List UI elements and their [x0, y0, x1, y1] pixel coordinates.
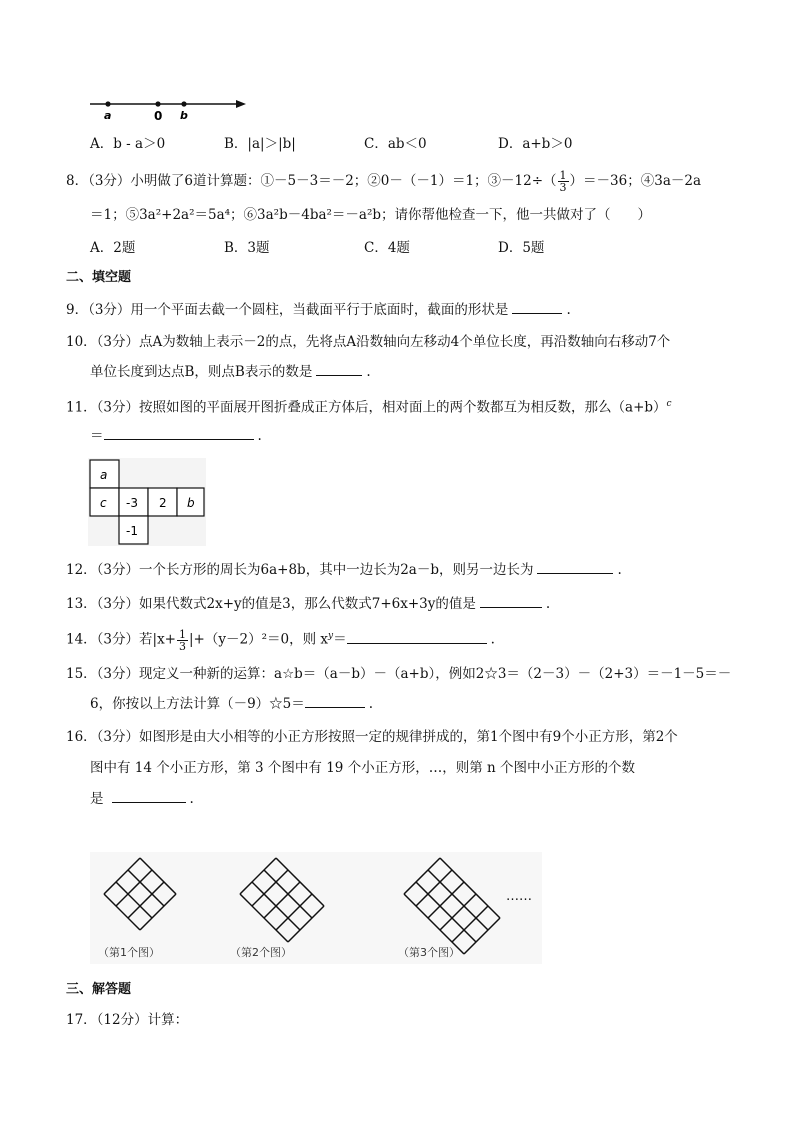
q11-line1: 11．（3分）按照如图的平面展开图折叠成正方体后，相对面上的两个数都互为相反数，那么$(a+b)^c$: [66, 399, 672, 416]
q13: 13．（3分）如果代数式2x+y的值是3，那么代数式7+6x+3y的值是 .: [66, 596, 551, 612]
figure-ellipsis: ……: [506, 889, 532, 904]
q9-answer-blank[interactable]: [512, 300, 562, 314]
q16-answer-blank[interactable]: [112, 789, 186, 803]
q8-option-c[interactable]: C．4题: [364, 240, 410, 256]
q11-line2: ＝ .: [90, 428, 262, 444]
q12-answer-blank[interactable]: [537, 560, 613, 574]
q7-option-c[interactable]: C．ab＜0: [364, 136, 427, 152]
q13-answer-blank[interactable]: [480, 594, 542, 608]
numberline-label-b: b: [180, 109, 188, 122]
net-cell-c: c: [100, 496, 107, 510]
q12: 12．（3分）一个长方形的周长为6a+8b，其中一边长为2a－b，则另一边长为 .: [66, 562, 622, 578]
q8-fraction: $\frac{1}{3}$: [559, 169, 567, 194]
section-3-heading: 三、解答题: [66, 982, 132, 997]
q17: 17．（12分）计算：: [66, 1012, 189, 1028]
number-line-figure: [88, 92, 258, 126]
q10-answer-blank[interactable]: [316, 362, 362, 376]
net-cell-b: b: [187, 496, 195, 510]
q16-line2: 图中有 14 个小正方形，第 3 个图中有 19 个小正方形，…，则第 n 个图中小正方形的个数: [90, 760, 635, 776]
q8-option-d[interactable]: D．5题: [498, 240, 545, 256]
q8-option-b[interactable]: B．3题: [224, 240, 270, 256]
q15-answer-blank[interactable]: [305, 694, 365, 708]
section-2-heading: 二、填空题: [66, 270, 132, 285]
q11-answer-blank[interactable]: [104, 426, 254, 440]
q14-answer-blank[interactable]: [347, 630, 487, 644]
net-cell-neg3: -3: [126, 496, 138, 510]
net-cell-2: 2: [159, 496, 167, 510]
numberline-label-0: 0: [154, 109, 163, 123]
q7-option-b[interactable]: B．|a|＞|b|: [224, 136, 296, 152]
numberline-label-a: a: [104, 109, 112, 122]
q16-pattern-figure: [90, 852, 542, 964]
q16-line1: 16．（3分）如图形是由大小相等的小正方形按照一定的规律拼成的，第1个图中有9个小正方形，第2个: [66, 729, 678, 745]
q8-line2: ＝1；⑤3a²+2a²＝5a⁴；⑥3a²b－4ba²＝－a²b；请你帮他检查一下，他一共做对了（ ）: [90, 207, 652, 223]
q7-option-a[interactable]: A．b - a＞0: [90, 136, 166, 152]
q16-line3: 是 .: [90, 791, 194, 807]
cube-net-figure: [88, 458, 206, 546]
figure-caption-1: （第1个图）: [98, 946, 160, 959]
q7-option-d[interactable]: D．a+b＞0: [498, 136, 573, 152]
q8-line1: 8．（3分）小明做了6道计算题：①－5－3＝－2；②0－（－1）＝1；③－12÷（ $\frac{1}{3}$ ）＝－36；④3a－2a: [66, 169, 702, 194]
q8-option-a[interactable]: A．2题: [90, 240, 136, 256]
net-cell-a: a: [100, 468, 108, 482]
q14-fraction: $\frac{1}{3}$: [179, 627, 186, 653]
q9: 9．（3分）用一个平面去截一个圆柱，当截面平行于底面时，截面的形状是 .: [66, 302, 571, 318]
q10-line2: 单位长度到达点B，则点B表示的数是 .: [90, 364, 371, 380]
q10-line1: 10．（3分）点A为数轴上表示－2的点，先将点A沿数轴向左移动4个单位长度，再沿数轴向右移动7个: [66, 334, 671, 350]
figure-caption-2: （第2个图）: [230, 946, 292, 959]
q15-line1: 15．（3分）现定义一种新的运算：a☆b＝（a－b）－（a+b），例如2☆3＝（2－3）－（2+3）＝－1－5＝－: [66, 666, 732, 682]
net-cell-neg1: -1: [126, 524, 138, 538]
figure-caption-3: （第3个图）: [398, 946, 460, 959]
q15-line2: 6，你按以上方法计算（－9）☆5＝ .: [90, 696, 374, 712]
q14: 14．（3分）若|x+ $\frac{1}{3}$ |+（y－2）²＝0，则 $x^y=$ .: [66, 627, 495, 653]
